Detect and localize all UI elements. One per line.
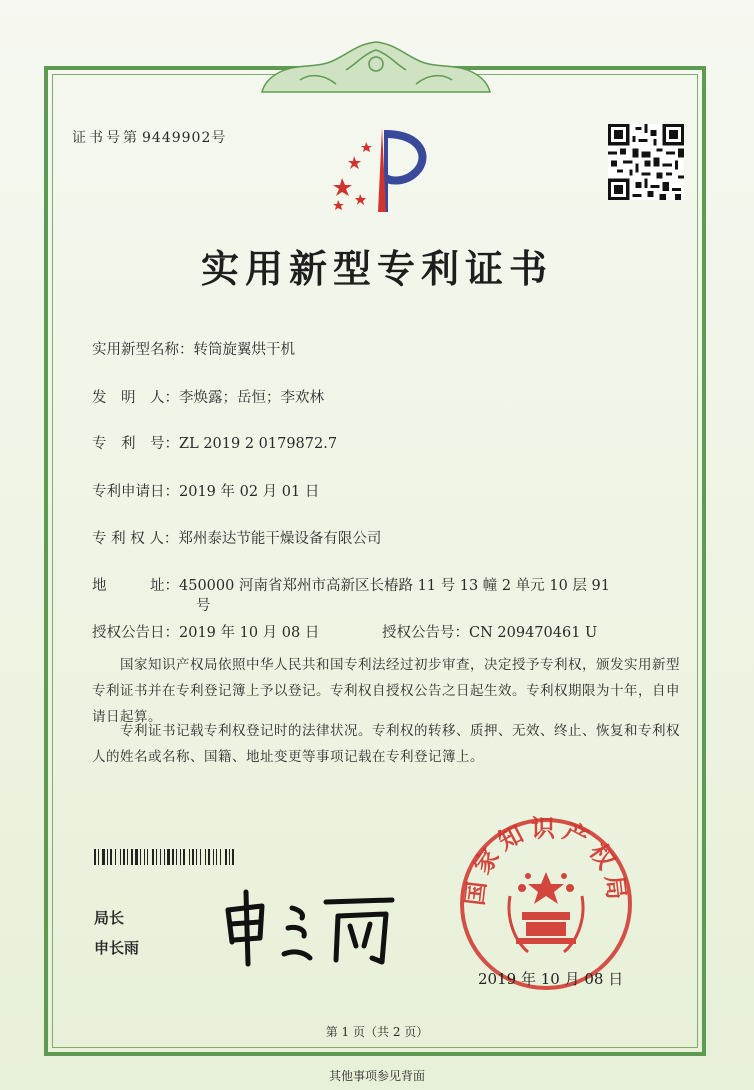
field-utility-model-name <box>92 338 295 359</box>
director-signature <box>210 880 400 970</box>
field-label: 专 利 权 人： <box>92 531 179 547</box>
certificate-number-suffix: 号 <box>211 130 227 146</box>
official-seal <box>456 814 636 994</box>
qr-code <box>608 124 684 200</box>
official-name: 申长雨 <box>94 939 140 957</box>
page-number: 第 1 页（共 2 页） <box>325 1025 429 1039</box>
legal-paragraph-1: 国家知识产权局依照中华人民共和国专利法经过初步审查，决定授予专利权，颁发实用新型专利证书并在专利登记簿上予以登记。专利权自授权公告之日起生效。专利权期限为十年，自申请日起算。 <box>92 657 680 725</box>
field-value: 2019 年 10 月 08 日 <box>179 625 320 641</box>
field-patentee <box>92 527 381 548</box>
ornament-decoration <box>260 34 492 96</box>
field-value: 转筒旋翼烘干机 <box>193 342 295 358</box>
field-label: 实用新型名称： <box>92 342 194 358</box>
seal-text: 国家知识产权局 <box>460 814 632 907</box>
certificate-number-value: 9449902 <box>142 130 212 146</box>
field-filing-date <box>92 480 319 501</box>
field-value: ZL 2019 2 0179872.7 <box>179 436 338 452</box>
field-label: 授权公告号： <box>382 625 469 641</box>
certificate-number-label: 证书号第 <box>72 130 140 146</box>
field-label: 地 址： <box>92 578 179 594</box>
field-value: CN 209470461 U <box>469 625 598 641</box>
field-label: 发 明 人： <box>92 390 179 406</box>
field-address-line2: 号 <box>196 598 211 614</box>
patent-office-logo <box>326 120 436 220</box>
field-address <box>92 574 610 595</box>
field-grant-number <box>382 621 597 642</box>
field-grant-date <box>92 621 319 642</box>
footer-note: 其他事项参见背面 <box>328 1069 425 1083</box>
legal-paragraph-2: 专利证书记载专利权登记时的法律状况。专利权的转移、质押、无效、终止、恢复和专利权人的姓名或名称、国籍、地址变更等事项记载在专利登记簿上。 <box>92 723 680 765</box>
field-label: 专 利 号： <box>92 436 179 452</box>
field-label: 授权公告日： <box>92 625 179 641</box>
barcode <box>94 849 306 865</box>
seal-date: 2019 年 10 月 08 日 <box>478 970 624 988</box>
field-label: 专利申请日： <box>92 484 179 500</box>
field-value: 2019 年 02 月 01 日 <box>179 484 320 500</box>
official-title: 局长 <box>94 909 125 927</box>
field-patent-number <box>92 432 337 453</box>
certificate-title: 实用新型专利证书 <box>200 246 553 291</box>
field-inventors <box>92 386 324 407</box>
field-value: 450000 河南省郑州市高新区长椿路 11 号 13 幢 2 单元 10 层 91 <box>179 578 610 594</box>
field-value: 郑州泰达节能干燥设备有限公司 <box>178 531 382 547</box>
field-value: 李焕露；岳恒；李欢林 <box>179 390 324 406</box>
certificate-number <box>72 127 226 147</box>
